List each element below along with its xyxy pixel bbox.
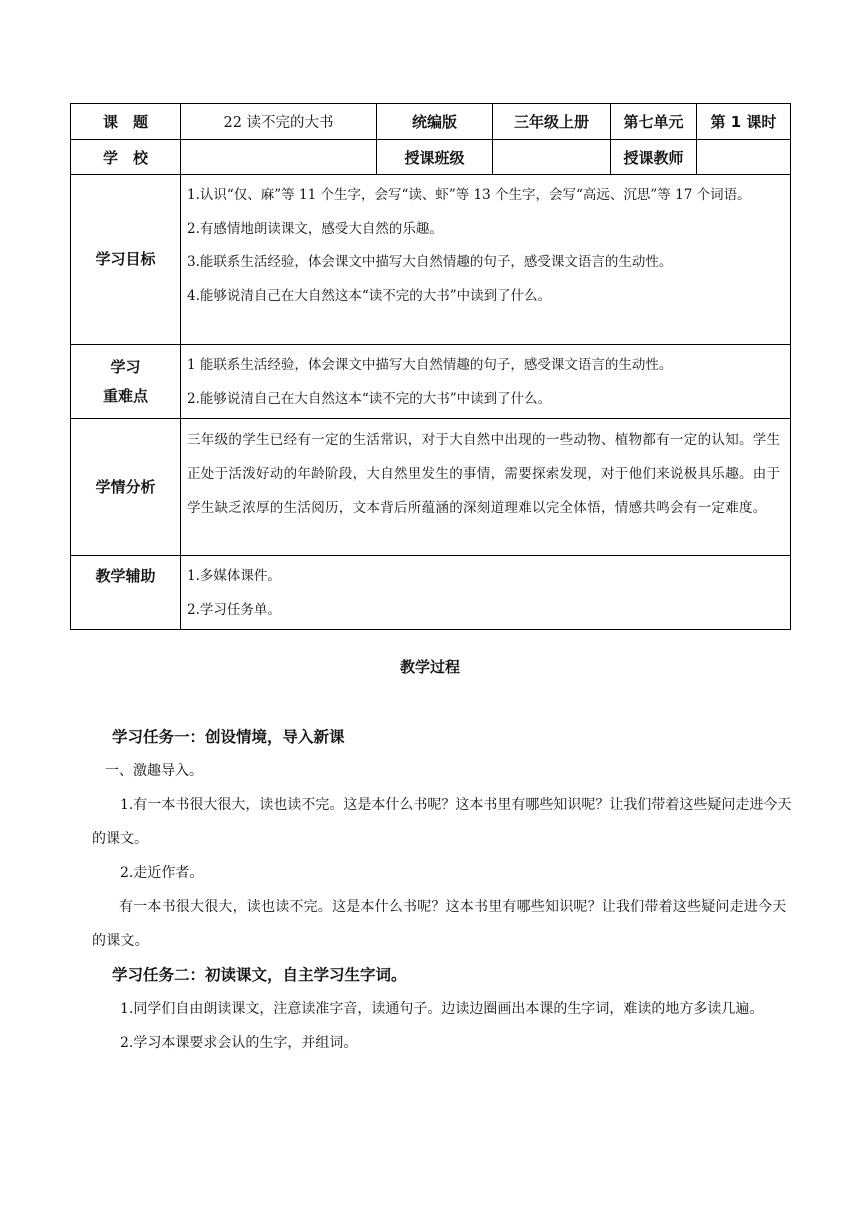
analysis-label: 学情分析 [71,419,181,556]
period-cell: 第 1 课时 [697,104,791,140]
table-row [71,104,791,140]
teacher-value [697,140,791,175]
school-value [181,140,377,175]
objective-item: 2.有感情地朗读课文，感受大自然的乐趣。 [187,220,443,237]
topic-value: 22 读不完的大书 [181,104,377,140]
class-label: 授课班级 [377,140,493,175]
aid-item: 1.多媒体课件。 [187,568,281,584]
objective-item: 3.能联系生活经验，体会课文中描写大自然情趣的句子，感受课文语言的生动性。 [187,254,673,270]
process-content [92,720,792,1060]
school-label: 学 校 [71,140,181,175]
teacher-label: 授课教师 [611,140,697,175]
key-points-content [181,345,791,419]
aids-row [71,556,791,630]
aid-item: 2.学习任务单。 [187,601,281,618]
objective-item: 1.认识“仅、麻”等 11 个生字，会写“读、虾”等 13 个生字，会写“高远、沉思”等 17 个词语。 [187,187,751,203]
key-points-label-line: 学习 [110,357,141,376]
objectives-content [181,175,791,345]
objectives-label: 学习目标 [71,175,181,345]
task1-subheading: 一、激趣导入。 [105,763,203,779]
task1-paragraph: 2.走近作者。 [120,865,204,881]
topic-label: 课 题 [71,104,181,140]
key-point-item: 2.能够说清自己在大自然这本“读不完的大书”中读到了什么。 [187,390,552,407]
task1-paragraph: 1.有一本书很大很大，读也读不完。这是本什么书呢？这本书里有哪些知识呢？让我们带着这些疑问走进今天的课文。 [92,797,792,847]
aids-label: 教学辅助 [71,556,181,630]
task2-paragraph: 1.同学们自由朗读课文，注意读准字音，读通句子。边读边圈画出本课的生字词，难读的地方多读几遍。 [120,1001,764,1017]
objectives-row [71,175,791,345]
edition-cell: 统编版 [377,104,493,140]
analysis-row [71,419,791,556]
task2-paragraph: 2.学习本课要求会认的生字，并组词。 [120,1035,358,1051]
task2-heading: 学习任务二：初读课文，自主学习生字词。 [112,966,407,984]
key-points-label-line: 重难点 [102,386,148,405]
key-point-item: 1 能联系生活经验，体会课文中描写大自然情趣的句子，感受课文语言的生动性。 [187,357,673,373]
class-value [493,140,611,175]
table-row [71,140,791,175]
aids-content [181,556,791,630]
task1-paragraph: 有一本书很大很大，读也读不完。这是本什么书呢？这本书里有哪些知识呢？让我们带着这些疑问走进今天的课文。 [92,899,787,949]
lesson-info-table [70,103,791,630]
objective-item: 4.能够说清自己在大自然这本“读不完的大书”中读到了什么。 [187,287,552,304]
key-points-label [71,345,181,419]
task1-heading: 学习任务一：创设情境，导入新课 [112,728,345,746]
grade-cell: 三年级上册 [493,104,611,140]
process-title: 教学过程 [399,658,460,676]
unit-cell: 第七单元 [611,104,697,140]
key-points-row [71,345,791,419]
analysis-content: 三年级的学生已经有一定的生活常识，对于大自然中出现的一些动物、植物都有一定的认知。学生正处于活泼好动的年龄阶段，大自然里发生的事情，需要探索发现，对于他们来说极具乐趣。由于学生缺乏浓厚的生活阅历，文本背后所蕴涵的深刻道理难以完全体悟，情感共鸣会有一定难度。 [181,419,791,556]
